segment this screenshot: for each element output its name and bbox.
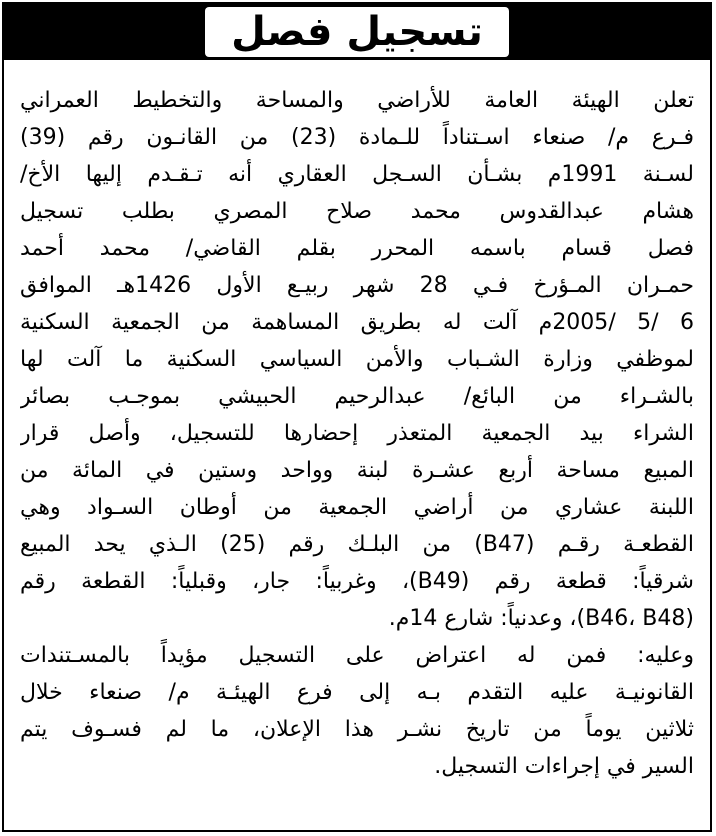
body-line: لسـنة 1991م بشـأن السـجل العقاري أنه تـقـدم إليها الأخ/ xyxy=(20,162,694,187)
body-line: شرقياً: قطعة رقم (B49)، وغربياً: جار، وقبلياً: القطعة رقم xyxy=(20,569,694,594)
body-line: القطعـة رقـم (B47) من البلـك رقم (25) الـذي يحد المبيع xyxy=(20,532,694,557)
body-line: 6 /5 /2005م آلت له بطريق المساهمة من الجمعية السكنية xyxy=(20,310,694,335)
body-line: تعلن الهيئة العامة للأراضي والمساحة والتخطيط العمراني xyxy=(20,88,694,113)
body-line: القانونيـة عليه التقدم بـه إلى فرع الهيئـة م/ صنعاء خلال xyxy=(20,680,694,705)
body-line: السير في إجراءات التسجيل. xyxy=(434,754,694,779)
body-line: بالشـراء من البائع/ عبدالرحيم الحبيشي بموجـب بصائر xyxy=(20,384,694,409)
header-bar xyxy=(4,4,710,60)
body-line: المبيع مساحة أربع عشـرة لبنة وواحد وستين في المائة من xyxy=(20,458,694,483)
body-line: فـرع م/ صنعاء اسـتناداً للـمادة (23) من القانـون رقم (39) xyxy=(20,125,694,150)
body-line: اللبنة عشاري من أراضي الجمعية من أوطان السـواد وهي xyxy=(20,495,694,520)
notice-box xyxy=(2,2,712,832)
body-line: فصل قسام باسمه المحرر بقلم القاضي/ محمد أحمد xyxy=(20,236,694,261)
notice-body xyxy=(20,82,694,785)
body-line: حمـران المـؤرخ فـي 28 شهر ربيـع الأول 1426هـ الموافق xyxy=(20,273,694,298)
body-line: لموظفي وزارة الشـباب والأمن السياسي السكنية ما آلت لها xyxy=(20,347,694,372)
body-line: ثلاثين يوماً من تاريخ نشـر هذا الإعلان، ما لم فسـوف يتم xyxy=(20,717,694,742)
body-line: الشراء بيد الجمعية المتعذر إحضارها للتسجيل، وأصل قرار xyxy=(20,421,694,446)
notice-title: تسجيل فصل xyxy=(205,7,509,57)
body-line: وعليه: فمن له اعتراض على التسجيل مؤيداً بالمسـتندات xyxy=(20,643,694,668)
body-line: هشام عبدالقدوس محمد صلاح المصري بطلب تسجيل xyxy=(20,199,694,224)
body-line: (B46، B48)، وعدنياً: شارع 14م. xyxy=(388,606,694,631)
